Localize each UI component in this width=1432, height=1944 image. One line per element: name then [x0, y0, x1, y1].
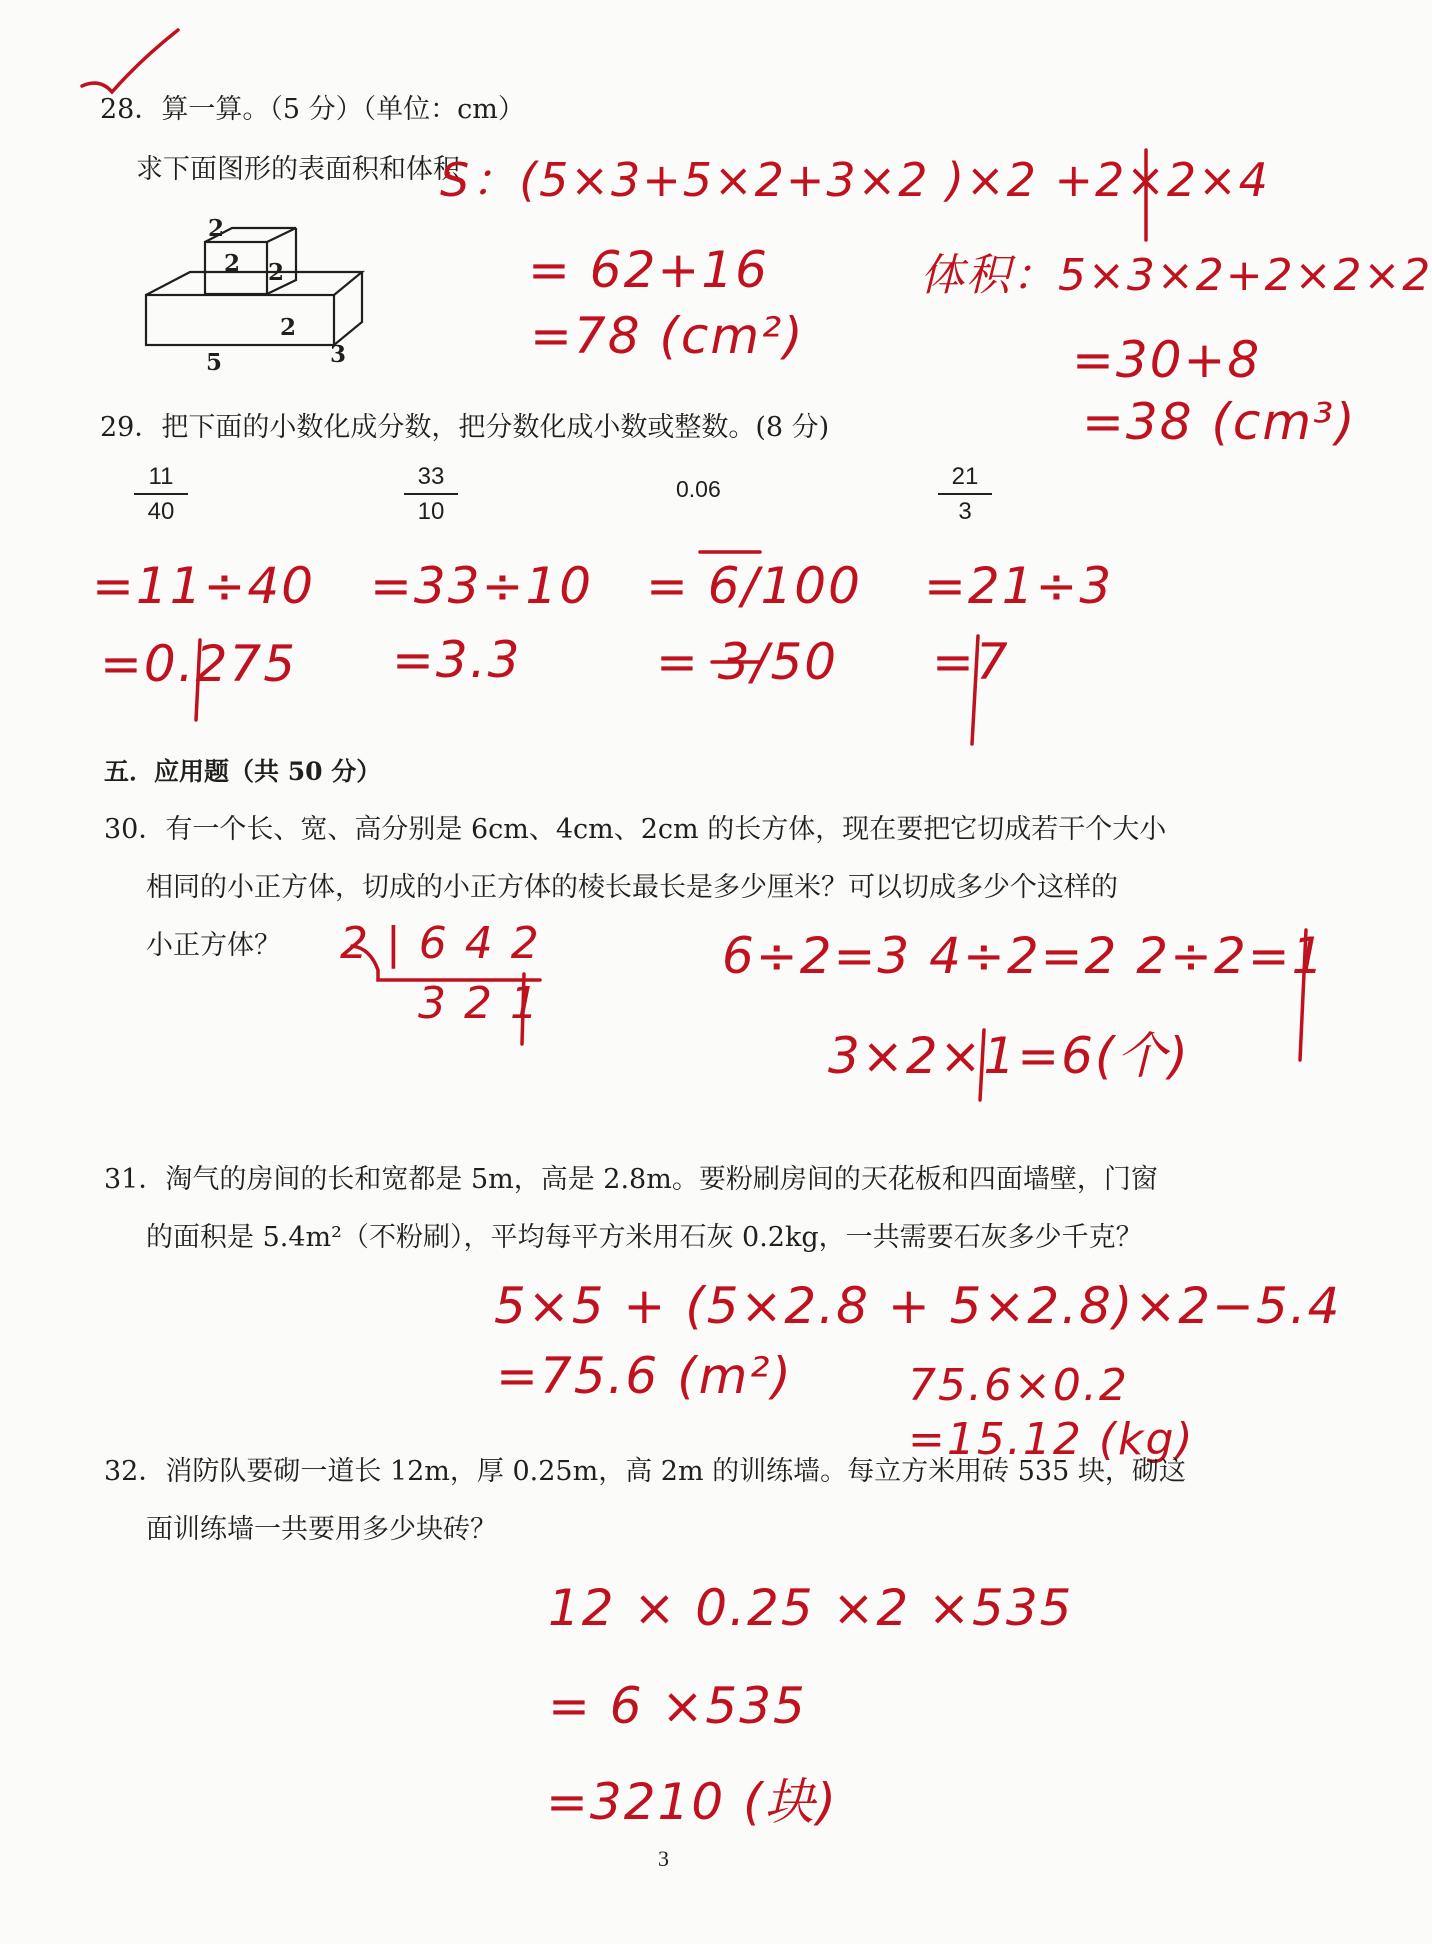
q31-line-1: 31．淘气的房间的长和宽都是 5m，高是 2.8m。要粉刷房间的天花板和四面墙壁，门窗 [104, 1164, 1158, 1195]
figure-label-bottom-depth: 3 [330, 341, 347, 368]
q28-hand-surface-1: S：(5×3+5×2+3×2 )×2 +2×2×4 [440, 153, 1270, 207]
section-5-heading: 五．应用题（共 50 分） [104, 757, 382, 786]
q28-hand-surface-2: = 62+16 [528, 241, 769, 299]
q30-hand-line-2: 3×2×1=6(个) [828, 1027, 1190, 1085]
q32-hand-line-3: =3210 (块) [546, 1773, 839, 1831]
checkmark-icon [82, 30, 178, 92]
fraction-denominator: 3 [958, 498, 972, 525]
q31-hand-line-3: 75.6×0.2 [908, 1360, 1129, 1411]
figure-label-top-width: 2 [208, 215, 225, 242]
q30-hand-line-1: 6÷2=3 4÷2=2 2÷2=1 [722, 927, 1326, 985]
q28-heading: 28．算一算。（5 分）（单位：cm） [100, 94, 525, 125]
q29-decimal-3: 0.06 [676, 476, 721, 502]
q29-hand-3a: = 6/100 [646, 557, 862, 615]
figure-label-top-height: 2 [224, 250, 241, 277]
fraction-bar [134, 493, 188, 495]
figure-label-top-depth: 2 [268, 259, 285, 286]
fraction-numerator: 11 [148, 463, 174, 490]
fraction-denominator: 10 [417, 498, 445, 525]
q29-hand-2a: =33÷10 [370, 557, 594, 615]
q32-hand-line-1: 12 × 0.25 ×2 ×535 [548, 1579, 1074, 1637]
q30-line-3: 小正方体？ [146, 930, 281, 961]
q30-line-1: 30．有一个长、宽、高分别是 6cm、4cm、2cm 的长方体，现在要把它切成若干个大小 [104, 814, 1167, 845]
page-number: 3 [658, 1846, 669, 1871]
q29-fraction-4 [930, 462, 1000, 527]
q32-line-2: 面训练墙一共要用多少块砖？ [146, 1514, 497, 1545]
q30-hand-division-top: 2 | 6 4 2 [340, 918, 541, 969]
q31-hand-line-2: =75.6 (m²) [496, 1347, 793, 1405]
q31-line-2: 的面积是 5.4m²（不粉刷），平均每平方米用石灰 0.2kg，一共需要石灰多少千克？ [146, 1222, 1143, 1253]
q29-hand-3b: = 3/50 [656, 633, 839, 691]
q30-line-2: 相同的小正方体，切成的小正方体的棱长最长是多少厘米？可以切成多少个这样的 [146, 872, 1118, 903]
figure-label-bottom-height: 2 [280, 314, 297, 341]
fraction-bar [404, 493, 458, 495]
q28-hand-volume-3: =38 (cm³) [1082, 393, 1357, 451]
q29-hand-2b: =3.3 [392, 631, 522, 689]
q30-hand-division-bottom: 3 2 1 [418, 978, 540, 1029]
q28-hand-volume-2: =30+8 [1072, 331, 1262, 389]
fraction-bar [938, 493, 992, 495]
q29-hand-1b: =0.275 [100, 635, 298, 693]
q31-hand-line-1: 5×5 + (5×2.8 + 5×2.8)×2−5.4 [494, 1277, 1342, 1335]
q29-heading: 29．把下面的小数化成分数，把分数化成小数或整数。(8 分) [100, 412, 830, 443]
q29-hand-4b: =7 [932, 633, 1010, 691]
q28-prompt: 求下面图形的表面积和体积 [136, 154, 460, 185]
q28-hand-surface-3: =78 (cm²) [530, 307, 805, 365]
fraction-denominator: 40 [147, 498, 175, 525]
fraction-numerator: 21 [951, 463, 979, 490]
q29-fraction-1 [126, 462, 196, 527]
q29-hand-4a: =21÷3 [924, 557, 1114, 615]
q29-hand-1a: =11÷40 [92, 557, 316, 615]
fraction-numerator: 33 [417, 463, 445, 490]
q28-hand-volume-1: 体积：5×3×2+2×2×2 [920, 250, 1432, 301]
q32-hand-line-2: = 6 ×535 [548, 1677, 807, 1735]
q31-hand-line-4: =15.12 (kg) [908, 1414, 1195, 1465]
q29-fraction-2 [396, 462, 466, 527]
figure-label-bottom-length: 5 [206, 349, 223, 376]
q32-line-1: 32．消防队要砌一道长 12m，厚 0.25m，高 2m 的训练墙。每立方米用砖 535 块，砌这 [104, 1456, 1186, 1487]
